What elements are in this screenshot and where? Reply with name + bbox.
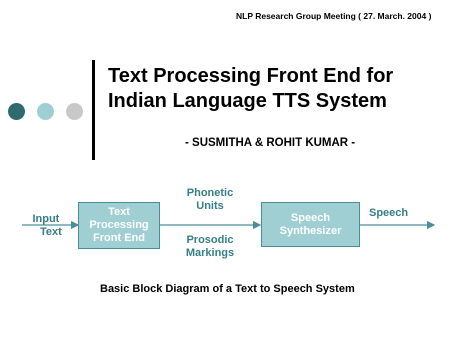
meeting-header: NLP Research Group Meeting ( 27. March. 2004 ) [236,11,432,21]
speech-output-label: Speech [369,207,409,219]
title-line-1: Text Processing Front End for [108,65,394,87]
diagram-caption: Basic Block Diagram of a Text to Speech System [100,283,355,295]
box2-line-1: Speech [290,211,331,224]
input-label-line-1: Input [32,213,60,225]
prosodic-line-2: Markings [185,247,235,259]
box2-line-2: Synthesizer [279,224,342,237]
box1-line-2: Processing [89,219,149,231]
speech-synthesizer-box [261,202,360,247]
prosodic-line-1: Prosodic [186,234,234,246]
input-label-line-2: Text [40,226,62,238]
prosodic-markings-label [178,234,242,260]
phonetic-line-1: Phonetic [186,187,234,199]
title-line-2: Indian Language TTS System [108,90,387,112]
phonetic-line-2: Units [196,200,224,212]
authors: - SUSMITHA & ROHIT KUMAR - [185,137,356,149]
box1-line-3: Front End [93,232,145,244]
phonetic-units-label [180,187,240,213]
box1-line-1: Text [108,206,130,218]
text-processing-box [78,202,160,249]
input-text-label [30,213,62,239]
